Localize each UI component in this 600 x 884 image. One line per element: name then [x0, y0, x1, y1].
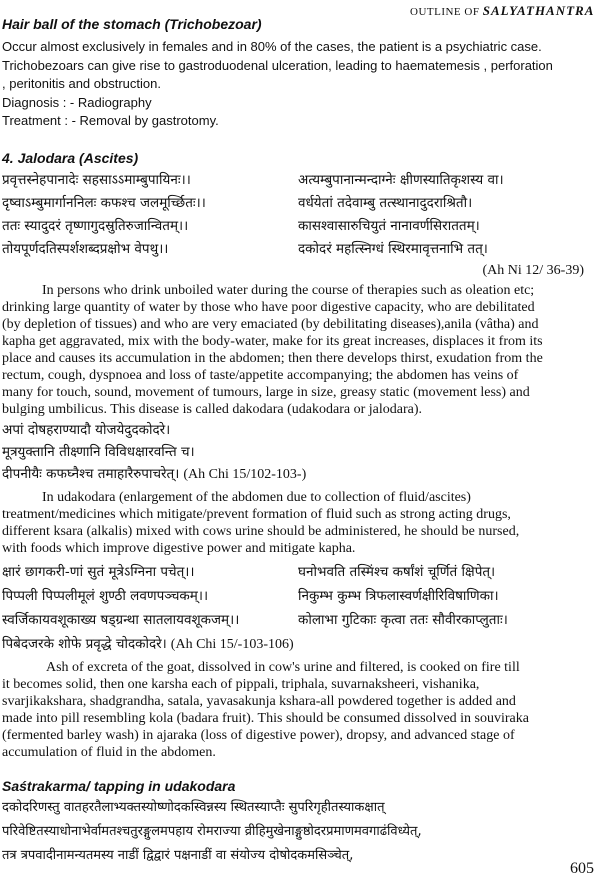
text-line: made into pill resembling kola (badara fruit). This should be consumed dissolved in souviraka: [2, 711, 529, 726]
text-line: rectum, cough, dyspnoea and loss of taste/appetite accompanying; the abdomen has veins of: [2, 368, 519, 383]
sanskrit-verse-4: [2, 797, 422, 869]
text-line: many for touch, sound, movement of tumours, large in size, greasy static (movement less) and: [2, 385, 530, 400]
sanskrit-verse-1: [2, 170, 598, 262]
page-number: 605: [570, 860, 594, 877]
verse-reference: (Ah Chi 15/-103-106): [170, 637, 294, 652]
text-line: Ash of excreta of the goat, dissolved in cow's urine and filtered, is cooked on fire till: [46, 660, 520, 675]
verse-text: पिबेदजरके शोफे प्रवृद्धे चोदकोदरे।: [2, 636, 167, 652]
text-line: Occur almost exclusively in females and in 80% of the cases, the patient is a psychiatric case.: [2, 39, 542, 54]
verse-line: [2, 634, 598, 658]
trichobezoar-paragraph: [2, 38, 594, 131]
section-heading-jalodara: 4. Jalodara (Ascites): [2, 150, 139, 166]
text-line: drinking large quantity of water by those who have poor digestive capacity, who are debilitated: [2, 300, 535, 315]
text-line: with foods which improve digestive power and mitigate kapha.: [2, 541, 356, 556]
udakodara-paragraph: [2, 489, 596, 557]
verse-right: घनोभवति तस्मिंश्च कर्षांशं चूर्णितं क्षिपेत्।: [298, 564, 496, 580]
verse-left: प्रवृत्तस्नेहपानादेः सहसाऽऽमाम्बुपायिनः।।: [2, 172, 191, 188]
verse-right: वर्धयेतां तदेवाम्बु तत्स्थानादुदराश्रितौ।: [298, 195, 473, 211]
verse-line: [2, 610, 598, 634]
text-line: bulging umbilicus. This disease is called dakodara (udakodara or jalodara).: [2, 402, 422, 417]
verse-left: क्षारं छागकरी-णां सुतं मूत्रेऽग्निना पचेत्।।: [2, 564, 195, 580]
text-line: Treatment : - Removal by gastrotomy.: [2, 113, 219, 128]
text-line: place and causes its accumulation in the abdomen; then there develops thirst, exudation from the: [2, 351, 543, 366]
sanskrit-verse-2: [2, 420, 306, 486]
text-line: (fermented barley wash) in ajaraka (loss of digestive power), dropsy, and advanced stage of: [2, 728, 515, 743]
text-line: , peritonitis and obstruction.: [2, 76, 161, 91]
verse-text: दीपनीयैः कफघ्नैश्च तमाहारैरुपाचरेत्।: [2, 466, 180, 482]
text-line: svarjikakshara, shadgrandha, satala, yavasakunja kshara-all powdered together is added and: [2, 694, 516, 709]
verse-line: [2, 216, 598, 239]
verse-line: तत्र त्रपवादीनामन्यतमस्य नाडीं द्विद्वारं पक्षनाडीं वा संयोज्य दोषोदकमसिञ्चेत्,: [2, 848, 354, 863]
section-heading-trichobezoar: Hair ball of the stomach (Trichobezoar): [2, 16, 262, 32]
verse-right: कासश्वासारुचियुतं नानावर्णसिराततम्।: [298, 218, 480, 234]
running-header: [410, 3, 594, 19]
verse-line: परिवेष्टितस्याधोनाभेर्वामतश्चतुरङ्गुलमपहाय रोमराज्या व्रीहिमुखेनाङ्गुष्ठोदरप्रमाणमवगाढंविध्येत्,: [2, 824, 422, 839]
text-line: accumulation of fluid in the abdomen.: [2, 745, 216, 760]
verse-left: स्वर्जिकायवशूकाख्य षड्ग्रन्था सातलायवशूकजम्।।: [2, 612, 240, 628]
verse-line: [2, 170, 598, 193]
verse-line: [2, 193, 598, 216]
verse-reference: (Ah Ni 12/ 36-39): [482, 263, 584, 278]
verse-right: अत्यम्बुपानान्मन्दाग्नेः क्षीणस्यातिकृशस्य वा।: [298, 172, 504, 188]
text-line: In persons who drink unboiled water during the course of therapies such as oleation etc;: [42, 283, 535, 298]
verse-line: [2, 586, 598, 610]
verse-reference: (Ah Chi 15/102-103-): [183, 467, 307, 482]
verse-left: दृष्वाऽम्बुमार्गाननिलः कफश्च जलमूर्च्छितः।।: [2, 195, 206, 211]
text-line: Trichobezoars can give rise to gastroduodenal ulceration, leading to haematemesis , perforation: [2, 57, 553, 73]
text-line: (by depletion of tissues) and who are very emaciated (by debilitating diseases),anila (vâtha) and: [2, 317, 539, 332]
verse-left: पिप्पली पिप्पलीमूलं शुण्ठी लवणपञ्चकम्।।: [2, 588, 209, 604]
verse-right: निकुम्भ कुम्भ त्रिफलास्वर्णक्षीरिविषाणिका।: [298, 588, 499, 604]
verse-right: दकोदरं महत्स्निग्धं स्थिरमावृत्तनाभि तत्।: [298, 241, 488, 257]
verse-left: तोयपूर्णदतिस्पर्शशब्दप्रक्षोभ वेपथु।।: [2, 241, 169, 257]
text-line: Diagnosis : - Radiography: [2, 94, 152, 110]
verse-line: [2, 464, 306, 486]
sanskrit-verse-3: [2, 562, 598, 658]
header-prefix: OUTLINE OF: [410, 6, 480, 18]
verse-line: अपां दोषहराण्यादौ योजयेदुदकोदरे।: [2, 422, 171, 438]
verse-line: [2, 239, 598, 262]
verse-line: दकोदरिणस्तु वातहरतैलाभ्यक्तस्योष्णोदकस्विन्नस्य स्थितस्याप्तैः सुपरिगृहीतस्याकक्षात्: [2, 800, 385, 815]
jalodara-paragraph: [2, 282, 596, 418]
verse-line: [2, 562, 598, 586]
text-line: In udakodara (enlargement of the abdomen due to collection of fluid/ascites): [42, 490, 471, 505]
verse-left: ततः स्यादुदरं तृष्णागुदस्रुतिरुजान्वितम्।।: [2, 218, 189, 234]
text-line: different ksara (alkalis) mixed with cows urine should be administered, he should be nursed,: [2, 524, 520, 539]
header-title: SALYATHANTRA: [482, 3, 595, 18]
verse-right: कोलाभा गुटिकाः कृत्वा ततः सौवीरकाप्लुताः।: [298, 612, 508, 628]
section-heading-sastrakarma: Saśtrakarma/ tapping in udakodara: [2, 778, 236, 794]
verse-line: मूत्रयुक्तानि तीक्ष्णानि विविधक्षारवन्ति च।: [2, 444, 195, 460]
text-line: kapha get aggravated, mix with the body-water, make for its great increases, displaces it from its: [2, 334, 543, 349]
text-line: it becomes solid, then one karsha each of pippali, triphala, suvarnaksheeri, vishanika,: [2, 677, 480, 692]
text-line: treatment/medicines which mitigate/prevent formation of fluid such as strong acting drugs,: [2, 507, 511, 522]
goat-ash-paragraph: [2, 659, 596, 761]
